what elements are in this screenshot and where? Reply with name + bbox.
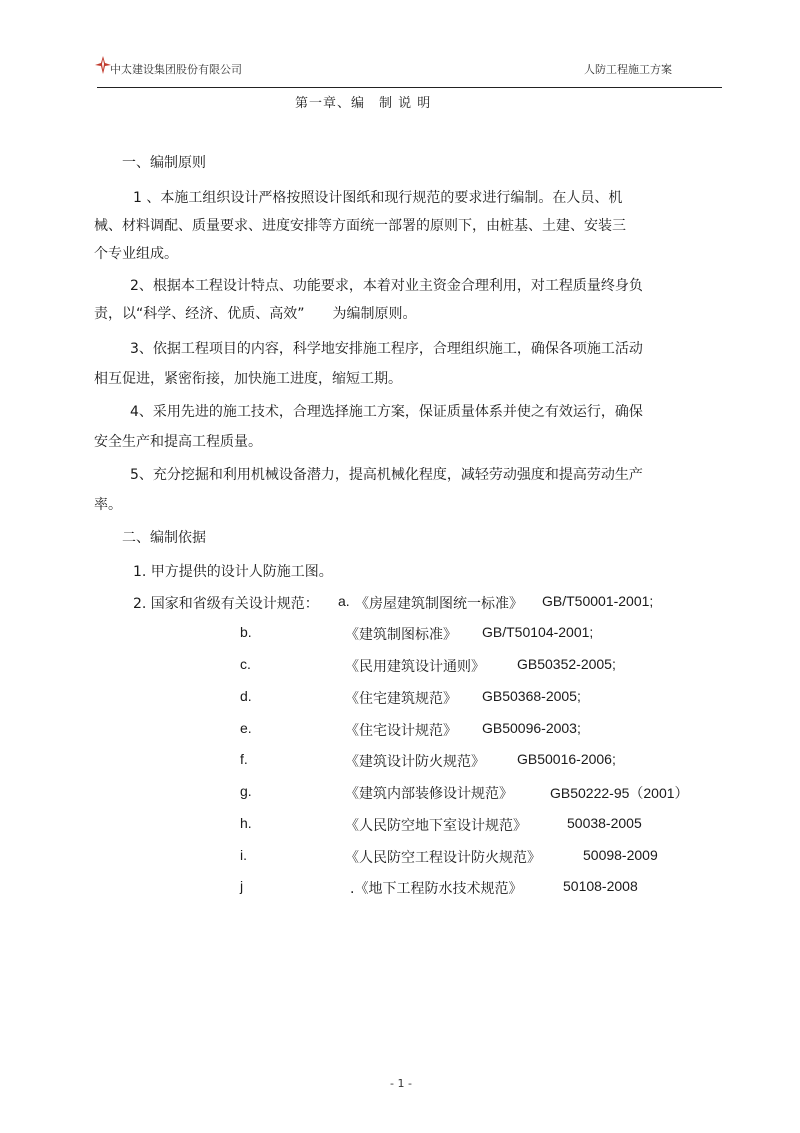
standard-e-name: 《住宅设计规范》 bbox=[345, 723, 457, 739]
standard-h-code: 50038-2005 bbox=[567, 815, 642, 831]
principle-1-line-3: 个专业组成。 bbox=[94, 246, 178, 262]
chapter-title: 第一章、编 制 说 明 bbox=[295, 96, 432, 111]
standard-e-letter: e. bbox=[240, 720, 252, 736]
standard-f-name: 《建筑设计防火规范》 bbox=[345, 754, 485, 770]
standard-h-letter: h. bbox=[240, 815, 252, 831]
standard-d-letter: d. bbox=[240, 688, 252, 704]
standard-i-code: 50098-2009 bbox=[583, 847, 658, 863]
principle-3-line-1: 3、依据工程项目的内容，科学地安排施工程序，合理组织施工，确保各项施工活动 bbox=[130, 341, 643, 357]
standard-i-letter: i. bbox=[240, 847, 247, 863]
standard-g-letter: g. bbox=[240, 783, 252, 799]
basis-item-2-prefix: 2. 国家和省级有关设计规范： bbox=[133, 596, 319, 612]
basis-item-1: 1. 甲方提供的设计人防施工图。 bbox=[133, 564, 333, 580]
standard-b-letter: b. bbox=[240, 624, 252, 640]
standard-j-code: 50108-2008 bbox=[563, 878, 638, 894]
principle-5-line-1: 5、充分挖掘和利用机械设备潜力，提高机械化程度，减轻劳动强度和提高劳动生产 bbox=[130, 467, 643, 483]
section-heading-basis: 二、编制依据 bbox=[122, 530, 206, 546]
company-logo-icon bbox=[95, 56, 111, 74]
standard-a-letter: a. bbox=[338, 593, 350, 609]
standard-g-name: 《建筑内部装修设计规范》 bbox=[345, 786, 513, 802]
section-heading-principles: 一、编制原则 bbox=[122, 155, 206, 171]
standard-c-name: 《民用建筑设计通则》 bbox=[345, 659, 485, 675]
header-divider bbox=[97, 87, 722, 88]
standard-a-name: 《房屋建筑制图统一标准》 bbox=[355, 596, 523, 612]
principle-4-line-1: 4、采用先进的施工技术，合理选择施工方案，保证质量体系并使之有效运行，确保 bbox=[130, 404, 643, 420]
standard-b-code: GB/T50104-2001; bbox=[482, 624, 594, 640]
header-doc-title: 人防工程施工方案 bbox=[584, 63, 672, 76]
principle-1-line-2: 械、材料调配、质量要求、进度安排等方面统一部署的原则下，由桩基、土建、安装三 bbox=[94, 218, 626, 234]
principle-1-line-1: 1 、本施工组织设计严格按照设计图纸和现行规范的要求进行编制。在人员、机 bbox=[133, 190, 623, 206]
principle-2-line-2: 责，以“科学、经济、优质、高效” 为编制原则。 bbox=[94, 306, 417, 322]
principle-3-line-2: 相互促进，紧密衔接，加快施工进度，缩短工期。 bbox=[94, 371, 402, 387]
standard-c-letter: c. bbox=[240, 656, 251, 672]
standard-a-code: GB/T50001-2001; bbox=[542, 593, 654, 609]
header-company-name: 中太建设集团股份有限公司 bbox=[110, 63, 242, 76]
principle-2-line-1: 2、根据本工程设计特点、功能要求，本着对业主资金合理利用，对工程质量终身负 bbox=[130, 278, 643, 294]
standard-f-letter: f. bbox=[240, 751, 248, 767]
standard-d-name: 《住宅建筑规范》 bbox=[345, 691, 457, 707]
standard-f-code: GB50016-2006; bbox=[517, 751, 616, 767]
page-number: - 1 - bbox=[390, 1077, 412, 1090]
standard-j-letter: j bbox=[240, 878, 244, 894]
standard-i-name: 《人民防空工程设计防火规范》 bbox=[345, 850, 541, 866]
principle-4-line-2: 安全生产和提高工程质量。 bbox=[94, 434, 262, 450]
standard-b-name: 《建筑制图标准》 bbox=[345, 627, 457, 643]
standard-e-code: GB50096-2003; bbox=[482, 720, 581, 736]
standard-h-name: 《人民防空地下室设计规范》 bbox=[345, 818, 527, 834]
standard-c-code: GB50352-2005; bbox=[517, 656, 616, 672]
principle-5-line-2: 率。 bbox=[94, 497, 122, 513]
standard-g-code: GB50222-95（2001） bbox=[550, 785, 689, 801]
standard-d-code: GB50368-2005; bbox=[482, 688, 581, 704]
standard-j-name: .《地下工程防水技术规范》 bbox=[350, 881, 523, 897]
